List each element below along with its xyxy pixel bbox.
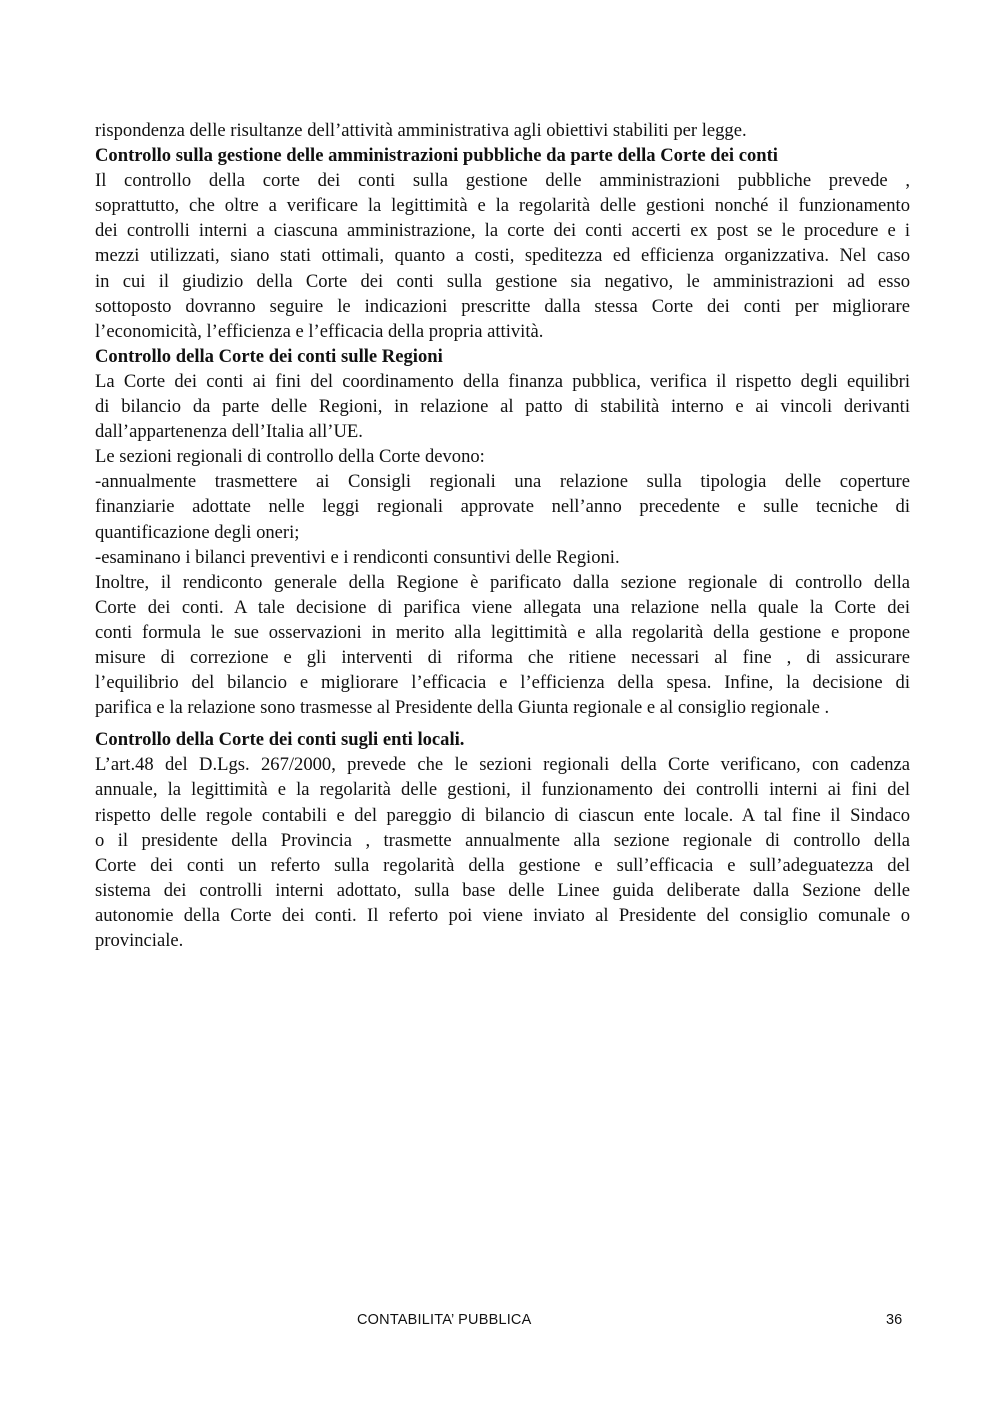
text-line: rispetto delle regole contabili e del pareggio di bilancio di ciascun ente locale. A tal fine il Sindaco [95, 804, 910, 826]
paragraph [95, 118, 910, 143]
text-line: finanziarie adottate nelle leggi regionali approvate nell’anno precedente e sulle tecniche di [95, 496, 910, 518]
paragraph [95, 752, 910, 953]
text-line: Il controllo della corte dei conti sulla gestione delle amministrazioni pubbliche prevede , [95, 170, 910, 192]
text-line: provinciale. [95, 930, 184, 951]
section [95, 344, 910, 720]
paragraph [95, 444, 910, 469]
paragraph [95, 369, 910, 444]
text-line: conti formula le sue osservazioni in merito alla legittimità e alla regolarità della gestione e propone [95, 621, 910, 643]
section [95, 118, 910, 143]
text-line: Corte dei conti. A tale decisione di parifica viene allegata una relazione nella quale la Corte dei [95, 596, 910, 618]
text-line: misure di correzione e gli interventi di riforma che ritiene necessari al fine , di assicurare [95, 646, 910, 668]
paragraph [95, 570, 910, 721]
text-line: sistema dei controlli interni adottato, sulla base delle Linee guida deliberate dalla Sezione delle [95, 879, 910, 901]
text-line: -esaminano i bilanci preventivi e i rendiconti consuntivi delle Regioni. [95, 546, 620, 568]
section [95, 720, 910, 953]
text-line: o il presidente della Provincia , trasmette annualmente alla sezione regionale di controllo della [95, 829, 910, 851]
paragraph [95, 469, 910, 544]
section-heading: Controllo della Corte dei conti sulle Regioni [95, 345, 443, 367]
paragraph [95, 168, 910, 344]
text-line: l’economicità, l’efficienza e l’efficacia della propria attività. [95, 320, 544, 342]
section [95, 143, 910, 344]
text-line: annuale, la legittimità e la regolarità delle gestioni, il funzionamento dei controlli interni ai fini del [95, 779, 910, 801]
text-line: quantificazione degli oneri; [95, 521, 300, 543]
paragraph [95, 545, 910, 570]
footer-title: CONTABILITA’ PUBBLICA [357, 1312, 532, 1328]
text-line: parifica e la relazione sono trasmesse al Presidente della Giunta regionale e al consiglio regionale . [95, 697, 830, 719]
text-line: -annualmente trasmettere ai Consigli regionali una relazione sulla tipologia delle coperture [95, 471, 910, 493]
text-line: Inoltre, il rendiconto generale della Regione è parificato dalla sezione regionale di controllo della [95, 571, 910, 593]
text-line: in cui il giudizio della Corte dei conti sulla gestione sia negativo, le amministrazioni ad esso [95, 270, 910, 292]
page-number: 36 [886, 1312, 903, 1328]
section-heading: Controllo della Corte dei conti sugli enti locali. [95, 729, 465, 751]
text-line: Le sezioni regionali di controllo della Corte devono: [95, 446, 485, 468]
section-gap [95, 720, 910, 727]
text-line: soprattutto, che oltre a verificare la legittimità e la regolarità delle gestioni nonché il funzionamento [95, 195, 910, 217]
text-line: Corte dei conti un referto sulla regolarità della gestione e sull’efficacia e sull’adeguatezza del [95, 854, 910, 876]
text-line: l’equilibrio del bilancio e migliorare l’efficacia e l’efficienza della spesa. Infine, la decisione di [95, 672, 910, 694]
text-line: rispondenza delle risultanze dell’attività amministrativa agli obiettivi stabiliti per legge. [95, 120, 747, 141]
text-line: dei controlli interni a ciascuna amministrazione, la corte dei conti accerti ex post se le procedure e i [95, 220, 910, 242]
text-line: sottoposto dovranno seguire le indicazioni prescritte dalla stessa Corte dei conti per migliorare [95, 295, 910, 317]
text-line: mezzi utilizzati, siano stati ottimali, quanto a costi, speditezza ed efficienza organizzativa. Nel caso [95, 245, 910, 267]
section-heading: Controllo sulla gestione delle amministrazioni pubbliche da parte della Corte dei conti [95, 145, 778, 167]
text-line: di bilancio da parte delle Regioni, in relazione al patto di stabilità interno e ai vincoli derivanti [95, 396, 910, 418]
text-line: La Corte dei conti ai fini del coordinamento della finanza pubblica, verifica il rispetto degli equilibri [95, 370, 910, 392]
document-body [95, 118, 910, 953]
text-line: dall’appartenenza dell’Italia all’UE. [95, 421, 363, 443]
text-line: L’art.48 del D.Lgs. 267/2000, prevede che le sezioni regionali della Corte verificano, con cadenza [95, 754, 910, 776]
text-line: autonomie della Corte dei conti. Il referto poi viene inviato al Presidente del consiglio comunale o [95, 904, 910, 926]
